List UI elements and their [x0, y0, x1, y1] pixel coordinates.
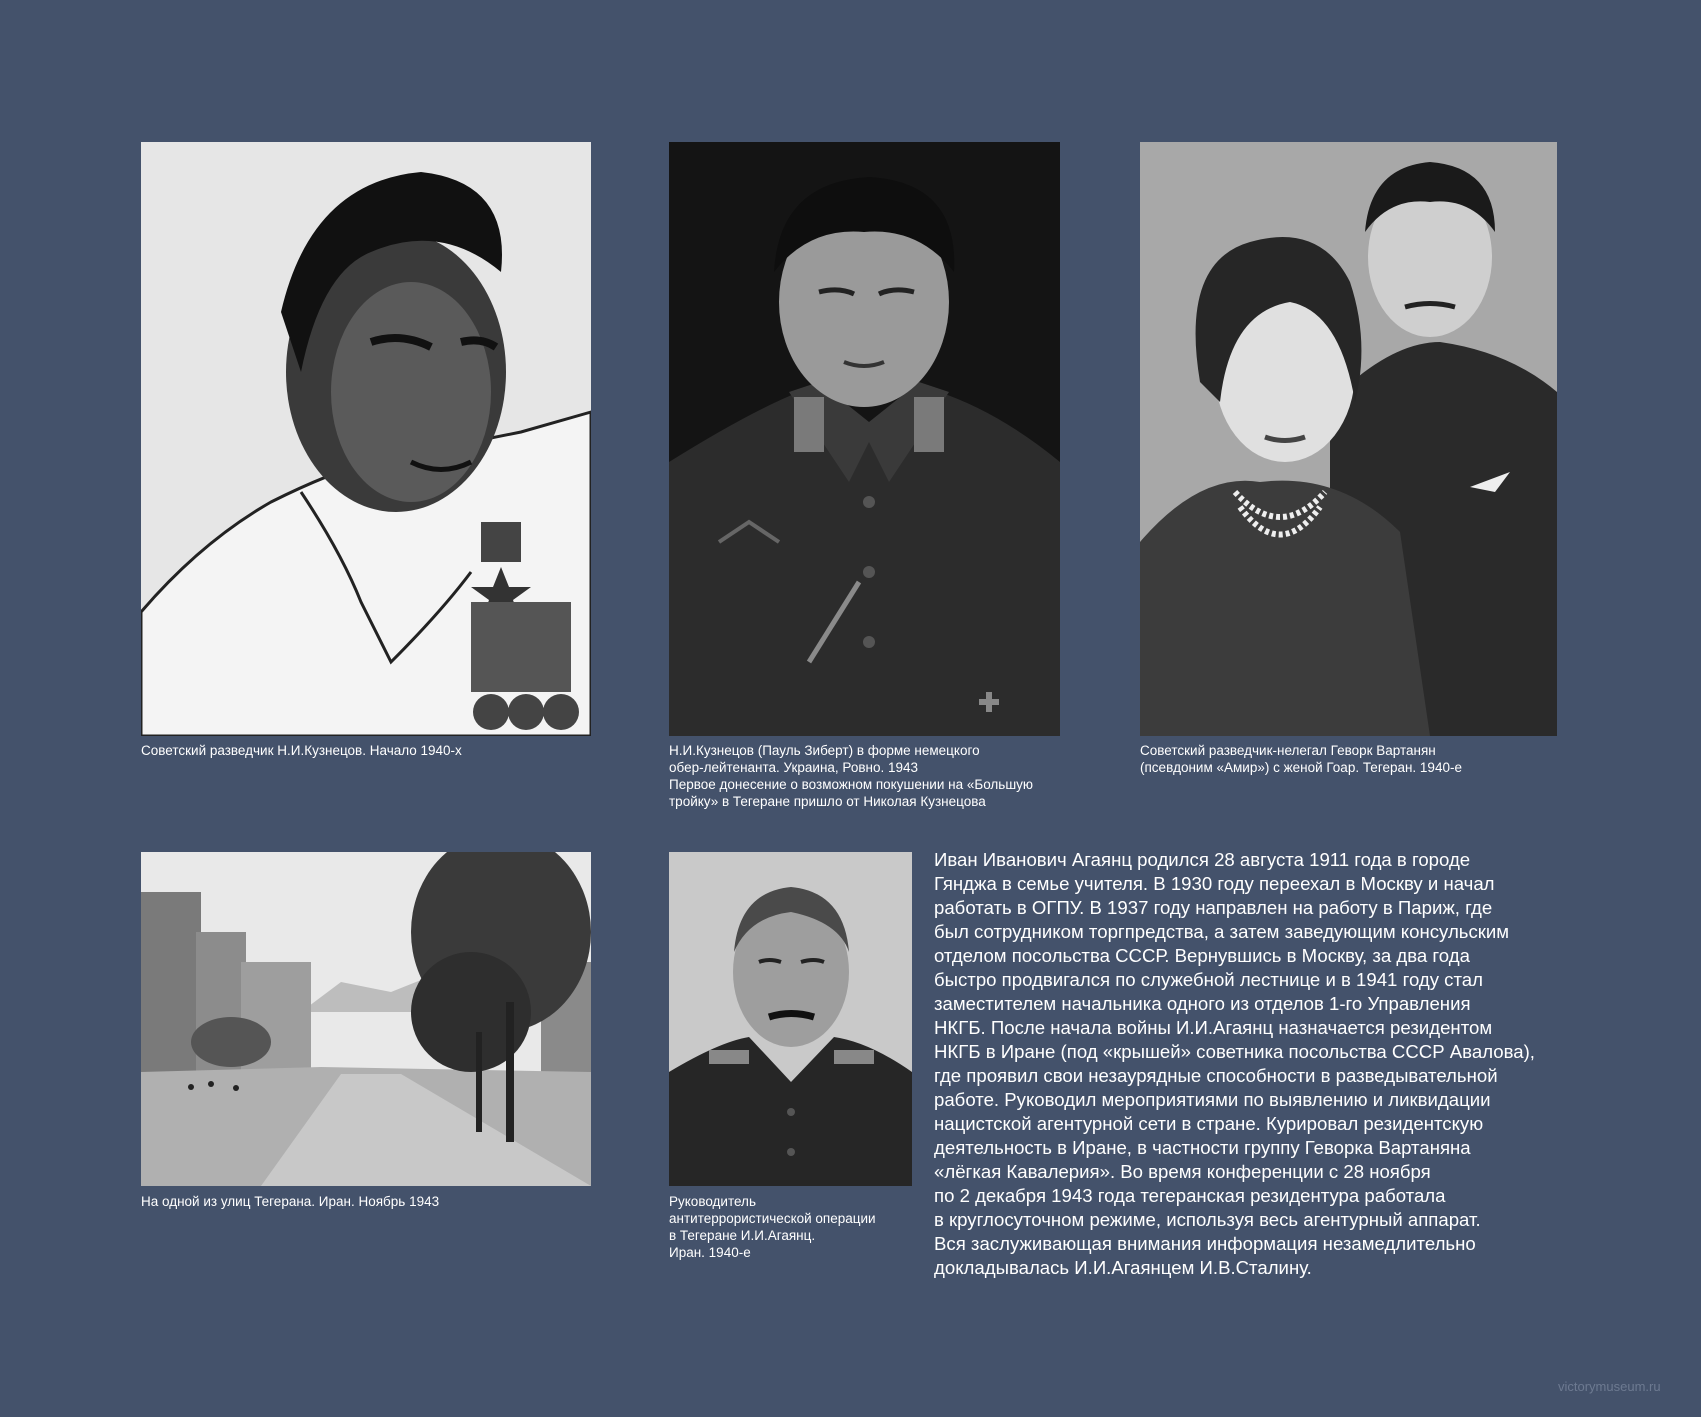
- biography-line: НКГБ в Иране (под «крышей» советника посольства СССР Авалова),: [934, 1041, 1535, 1062]
- biography-line: Вся заслуживающая внимания информация незамедлительно: [934, 1233, 1476, 1254]
- biography-line: был сотрудником торгпредства, а затем заведующим консульским: [934, 921, 1510, 942]
- caption-line: в Тегеране И.И.Агаянц.: [669, 1228, 816, 1243]
- biography-line: по 2 декабря 1943 года тегеранская резидентура работала: [934, 1185, 1446, 1206]
- caption-line: Иран. 1940-е: [669, 1245, 751, 1260]
- watermark: victorymuseum.ru: [1558, 1379, 1661, 1394]
- caption-line: Н.И.Кузнецов (Пауль Зиберт) в форме немецкого: [669, 743, 980, 758]
- biography-line: работе. Руководил мероприятиями по выявлению и ликвидации: [934, 1089, 1491, 1110]
- caption-line: Советский разведчик Н.И.Кузнецов. Начало 1940-х: [141, 743, 462, 758]
- biography-line: отделом посольства СССР. Вернувшись в Москву, за два года: [934, 945, 1470, 966]
- caption-line: Первое донесение о возможном покушении на «Большую: [669, 777, 1034, 792]
- caption-kuznetsov-uniform: [669, 742, 1089, 810]
- caption-line: тройку» в Тегеране пришло от Николая Кузнецова: [669, 794, 986, 809]
- biography-line: в круглосуточном режиме, используя весь агентурный аппарат.: [934, 1209, 1481, 1230]
- photo-agayants-portrait: [669, 852, 912, 1186]
- photo-vartanyan-couple: [1140, 142, 1557, 736]
- biography-line: где проявил свои незаурядные способности в разведывательной: [934, 1065, 1498, 1086]
- biography-line: нацистской агентурной сети в стране. Курировал резидентскую: [934, 1113, 1484, 1134]
- caption-line: Советский разведчик-нелегал Геворк Вартанян: [1140, 743, 1436, 758]
- biography-line: докладывалась И.И.Агаянцем И.В.Сталину.: [934, 1257, 1312, 1278]
- biography-line: деятельность в Иране, в частности группу Геворка Вартаняна: [934, 1137, 1471, 1158]
- biography-line: заместителем начальника одного из отделов 1-го Управления: [934, 993, 1471, 1014]
- caption-kuznetsov-portrait: [141, 742, 601, 759]
- biography-text: [934, 848, 1574, 1280]
- biography-line: Гянджа в семье учителя. В 1930 году переехал в Москву и начал: [934, 873, 1495, 894]
- caption-agayants-portrait: [669, 1193, 919, 1261]
- biography-line: быстро продвигался по служебной лестнице и в 1941 году стал: [934, 969, 1483, 990]
- caption-line: обер-лейтенанта. Украина, Ровно. 1943: [669, 760, 919, 775]
- photo-tehran-street: [141, 852, 591, 1186]
- biography-line: «лёгкая Кавалерия». Во время конференции с 28 ноября: [934, 1161, 1431, 1182]
- biography-line: работать в ОГПУ. В 1937 году направлен на работу в Париж, где: [934, 897, 1493, 918]
- biography-line: Иван Иванович Агаянц родился 28 августа 1911 года в городе: [934, 849, 1471, 870]
- caption-line: (псевдоним «Амир») с женой Гоар. Тегеран. 1940-е: [1140, 760, 1462, 775]
- caption-line: На одной из улиц Тегерана. Иран. Ноябрь 1943: [141, 1194, 440, 1209]
- biography-line: НКГБ. После начала войны И.И.Агаянц назначается резидентом: [934, 1017, 1493, 1038]
- photo-kuznetsov-uniform: [669, 142, 1060, 736]
- caption-line: Руководитель: [669, 1194, 756, 1209]
- caption-line: антитеррористической операции: [669, 1211, 876, 1226]
- caption-vartanyan-couple: [1140, 742, 1600, 776]
- caption-tehran-street: [141, 1193, 601, 1210]
- photo-kuznetsov-portrait: [141, 142, 591, 736]
